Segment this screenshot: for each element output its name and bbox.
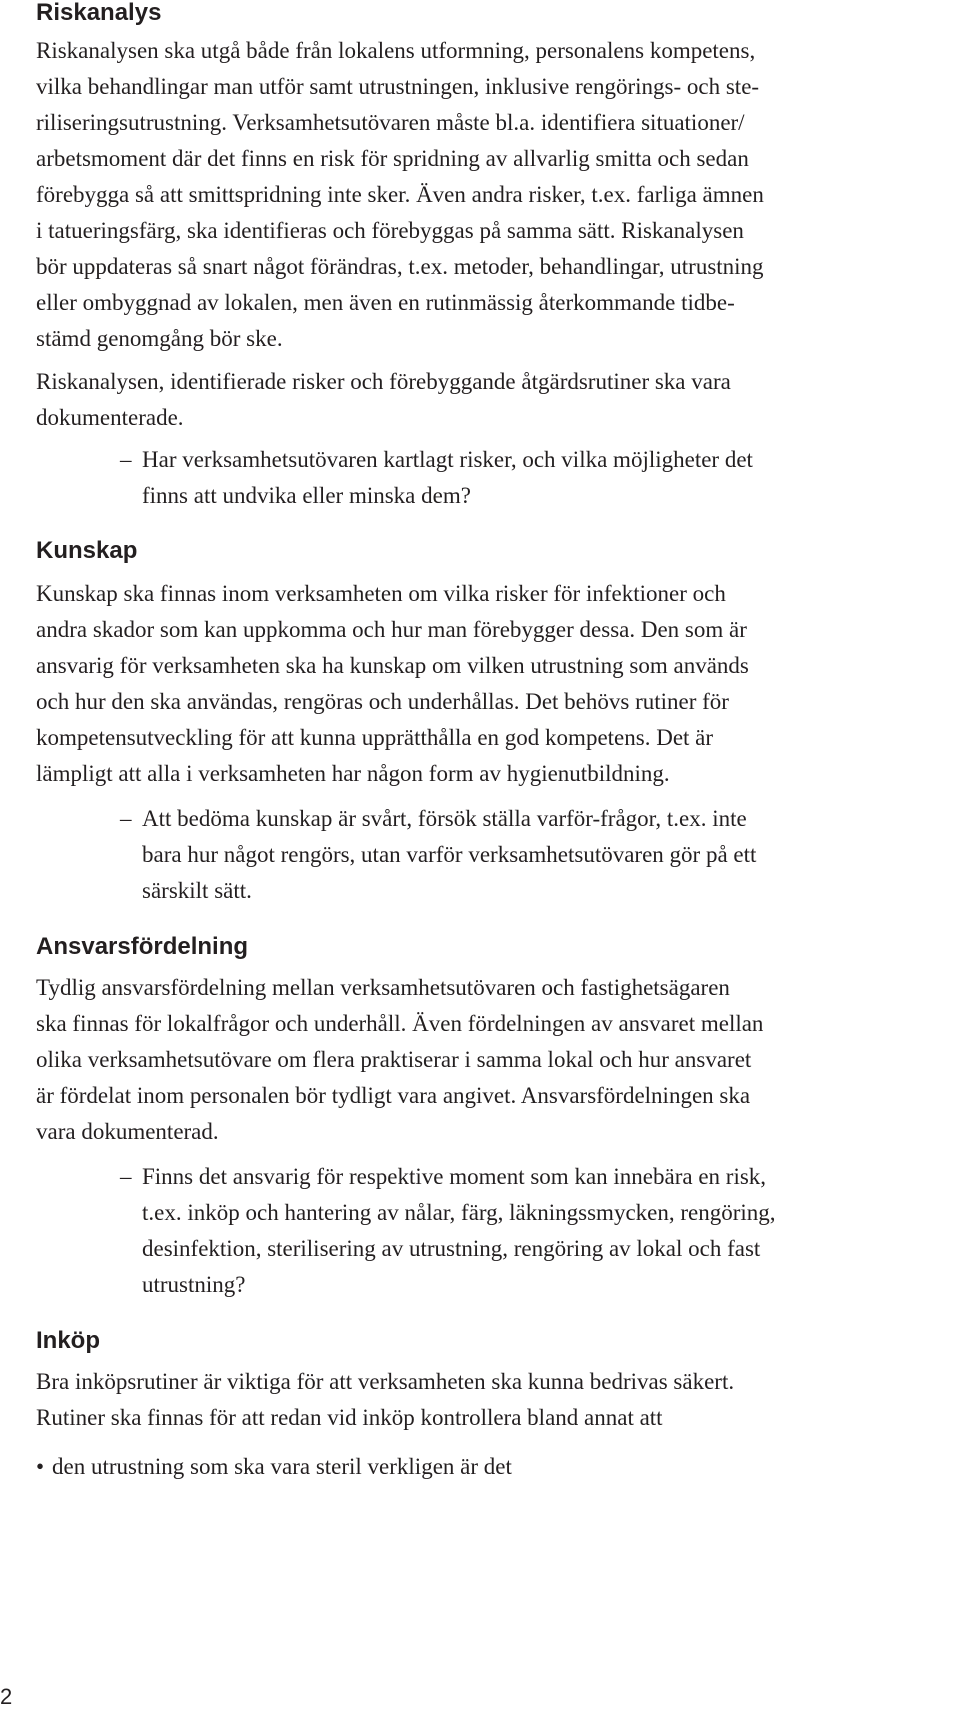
dash-marker: – [120, 447, 132, 472]
page-number: 2 [0, 1684, 13, 1709]
paragraph-kunskap-1: Kunskap ska finnas inom verksamheten om vilka risker för infektioner och andra skador som kan uppkomma och hur man förebygger dessa. Den som är ansvarig för verksamheten ska ha kunskap om vilken utrustning som används och hur den ska användas, rengöras och underhållas. Det behövs rutiner för kompetensutveckling för att kunna upprätthålla en god kompetens. Det är lämpligt att alla i verksamheten har någon form av hygienutbildning. [36, 581, 749, 786]
heading-ansvarsfordelning: Ansvarsfördelning [36, 933, 249, 960]
bullet-marker: • [36, 1454, 45, 1479]
question-kunskap: – Att bedöma kunskap är svårt, försök ställa varför-frågor, t.ex. inte bara hur något rengörs, utan varför verksamhetsutövaren gör på ett särskilt sätt. [142, 801, 922, 909]
dash-marker: – [120, 1164, 132, 1189]
heading-kunskap: Kunskap [36, 537, 138, 564]
question-riskanalys: – Har verksamhetsutövaren kartlagt risker, och vilka möjligheter det finns att undvika eller minska dem? [142, 442, 922, 514]
heading-riskanalys: Riskanalys [36, 0, 162, 26]
paragraph-riskanalys-2: Riskanalysen, identifierade risker och förebyggande åtgärdsrutiner ska vara dokumenterade. [36, 369, 731, 430]
bullet-text: den utrustning som ska vara steril verkligen är det [52, 1454, 512, 1479]
paragraph-riskanalys-1: Riskanalysen ska utgå både från lokalens utformning, personalens kompetens, vilka behandlingar man utför samt utrustningen, inklusive rengörings- och ste- riliseringsutrustning. Verksamhetsutövaren måste bl.a. identifiera situationer/ arbetsmoment där det finns en risk för spridning av allvarlig smitta och sedan förebygga så att smittspridning inte sker. Även andra risker, t.ex. farliga ämnen i tatueringsfärg, ska identifieras och förebyggas på samma sätt. Riskanalysen bör uppdateras så snart något förändras, t.ex. metoder, behandlingar, utrustning eller ombyggnad av lokalen, men även en rutinmässig återkommande tidbe- stämd genomgång bör ske. [36, 38, 764, 351]
dash-marker: – [120, 806, 132, 831]
document-page [36, 0, 926, 1485]
paragraph-inkop-1: Bra inköpsrutiner är viktiga för att verksamheten ska kunna bedrivas säkert. Rutiner ska finnas för att redan vid inköp kontrollera bland annat att [36, 1369, 735, 1430]
heading-inkop: Inköp [36, 1327, 100, 1354]
bullet-item [36, 1449, 926, 1485]
question-ansvarsfordelning: – Finns det ansvarig för respektive moment som kan innebära en risk, t.ex. inköp och hantering av nålar, färg, läkningssmycken, rengöring, desinfektion, sterilisering av utrustning, rengöring av lokal och fast utrustning? [142, 1159, 922, 1303]
paragraph-ansvarsfordelning-1: Tydlig ansvarsfördelning mellan verksamhetsutövaren och fastighetsägaren ska finnas för lokalfrågor och underhåll. Även fördelningen av ansvaret mellan olika verksamhetsutövare om flera praktiserar i samma lokal och hur ansvaret är fördelat inom personalen bör tydligt vara angivet. Ansvarsfördelningen ska vara dokumenterad. [36, 975, 764, 1144]
